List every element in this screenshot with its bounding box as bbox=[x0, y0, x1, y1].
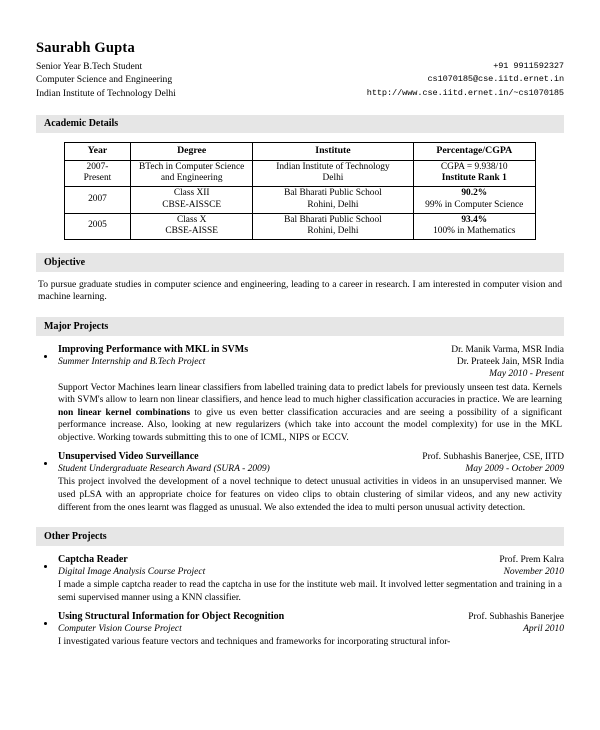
cell-line: 99% in Computer Science bbox=[425, 199, 524, 210]
cell-year bbox=[65, 160, 131, 187]
section-heading-other-projects: Other Projects bbox=[36, 527, 564, 546]
headline-title: Senior Year B.Tech Student bbox=[36, 60, 143, 72]
cell-line-highlight: 90.2% bbox=[461, 188, 488, 199]
homepage-url[interactable]: http://www.cse.iitd.ernet.in/~cs1070185 bbox=[366, 88, 564, 99]
department: Computer Science and Engineering bbox=[36, 74, 173, 86]
cell-line: Delhi bbox=[322, 173, 344, 184]
contact-row bbox=[36, 88, 564, 102]
academic-details-table bbox=[64, 142, 536, 240]
bullet-icon bbox=[44, 355, 47, 358]
objective-text: To pursue graduate studies in computer science and engineering, leading to a career in research. I am interested in computer vision and machine learning. bbox=[38, 278, 562, 303]
column-header-percentage: Percentage/CGPA bbox=[413, 143, 535, 160]
project-subtitle: Summer Internship and B.Tech Project bbox=[58, 356, 206, 367]
project-date: November 2010 bbox=[503, 567, 564, 578]
project-advisor: Dr. Manik Varma, MSR India bbox=[451, 344, 564, 355]
other-project-entry bbox=[36, 610, 564, 649]
cell-institute bbox=[253, 213, 413, 240]
project-advisor: Prof. Prem Kalra bbox=[499, 554, 564, 565]
cell-line-highlight: 93.4% bbox=[461, 214, 488, 225]
project-title: Using Structural Information for Object Recognition bbox=[58, 610, 285, 622]
candidate-name: Saurabh Gupta bbox=[36, 40, 135, 56]
cell-line: Rohini, Delhi bbox=[307, 199, 359, 210]
contact-row bbox=[36, 60, 564, 74]
major-project-entry bbox=[36, 450, 564, 515]
cell-line: 2007- bbox=[86, 161, 109, 172]
cell-degree bbox=[130, 160, 252, 187]
cell-line: Present bbox=[83, 173, 112, 184]
academic-table-wrapper bbox=[36, 140, 564, 240]
cell-line: Bal Bharati Public School bbox=[284, 188, 382, 199]
project-subtitle-row bbox=[58, 566, 564, 578]
cell-percentage bbox=[413, 213, 535, 240]
contact-row bbox=[36, 74, 564, 88]
cell-percentage bbox=[413, 187, 535, 214]
cell-institute bbox=[253, 187, 413, 214]
project-subtitle: Student Undergraduate Research Award (SURA - 2009) bbox=[58, 464, 270, 475]
email-address[interactable]: cs1070185@cse.iitd.ernet.in bbox=[427, 74, 564, 85]
other-project-entry bbox=[36, 553, 564, 605]
column-header-degree: Degree bbox=[130, 143, 252, 160]
cell-year: 2007 bbox=[65, 187, 131, 214]
cell-line: BTech in Computer Science bbox=[139, 161, 245, 172]
project-advisor: Prof. Subhashis Banerjee, CSE, IITD bbox=[422, 451, 564, 462]
cell-line: Bal Bharati Public School bbox=[284, 214, 382, 225]
cell-line: Indian Institute of Technology bbox=[276, 161, 390, 172]
cell-line-highlight: Institute Rank 1 bbox=[441, 173, 507, 184]
cell-year: 2005 bbox=[65, 213, 131, 240]
cell-line: 100% in Mathematics bbox=[433, 226, 516, 237]
project-subtitle: Digital Image Analysis Course Project bbox=[58, 567, 206, 578]
cell-institute bbox=[253, 160, 413, 187]
phone-number: +91 9911592327 bbox=[493, 60, 564, 71]
column-header-institute: Institute bbox=[253, 143, 413, 160]
project-title-row bbox=[58, 610, 564, 623]
project-advisor-row bbox=[58, 356, 564, 368]
project-title-row bbox=[58, 553, 564, 566]
cell-line: Class XII bbox=[173, 188, 210, 199]
project-title: Captcha Reader bbox=[58, 553, 128, 565]
table-header-row bbox=[65, 143, 536, 160]
project-description bbox=[58, 382, 564, 445]
project-subtitle: Computer Vision Course Project bbox=[58, 624, 182, 635]
project-date: May 2010 - Present bbox=[489, 369, 564, 380]
project-date: April 2010 bbox=[523, 624, 564, 635]
project-title: Unsupervised Video Surveillance bbox=[58, 450, 199, 462]
bullet-icon bbox=[44, 462, 47, 465]
contact-table bbox=[36, 60, 564, 102]
table-row bbox=[65, 187, 536, 214]
project-advisor-secondary: Dr. Prateek Jain, MSR India bbox=[456, 356, 564, 367]
section-heading-objective: Objective bbox=[36, 253, 564, 272]
description-part: to give us even better classification accuracies and are seeing a possibility of a significant performance increase. Also, looking at new regularizers (which take into account the model complexity) for use in the MKL objective. Working towards submitting this to one of ICML, NIPS or ECCV. bbox=[58, 407, 562, 444]
description-emphasis: non linear kernel combinations bbox=[58, 407, 191, 418]
resume-header bbox=[36, 40, 564, 102]
project-date-row bbox=[58, 368, 564, 380]
cell-line: and Engineering bbox=[160, 173, 223, 184]
section-heading-major-projects: Major Projects bbox=[36, 317, 564, 336]
cell-percentage bbox=[413, 160, 535, 187]
section-heading-academic-details: Academic Details bbox=[36, 115, 564, 134]
table-row bbox=[65, 213, 536, 240]
bullet-icon bbox=[44, 565, 47, 568]
cell-degree bbox=[130, 213, 252, 240]
institute: Indian Institute of Technology Delhi bbox=[36, 88, 176, 100]
column-header-year: Year bbox=[65, 143, 131, 160]
project-description: This project involved the development of a novel technique to detect unusual activities in videos in an unsupervised manner. We used pLSA with an appropriate choice for features on video clips to obtain clustering of similar videos, and any new activity different from the ones learnt was flagged as unusual. We also extended the idea to multi person unusual activity detection. bbox=[58, 477, 562, 513]
cell-line: Rohini, Delhi bbox=[307, 226, 359, 237]
table-row bbox=[65, 160, 536, 187]
cell-line: CGPA = 9.938/10 bbox=[440, 161, 508, 172]
cell-line: Class X bbox=[176, 214, 207, 225]
project-date: May 2009 - October 2009 bbox=[465, 464, 564, 475]
major-project-entry bbox=[36, 343, 564, 445]
project-title: Improving Performance with MKL in SVMs bbox=[58, 343, 249, 355]
project-description: I investigated various feature vectors and techniques and frameworks for incorporating structural infor- bbox=[58, 637, 451, 648]
cell-degree bbox=[130, 187, 252, 214]
description-part: Support Vector Machines learn linear classifiers from labelled training data to predict labels for previously unseen test data. Kernels with SVM's allow to learn non linear classifiers, and hence lead to much higher classification accuracies in practice. We are learning bbox=[58, 382, 562, 406]
project-title-row bbox=[58, 450, 564, 463]
project-advisor: Prof. Subhashis Banerjee bbox=[468, 611, 564, 622]
bullet-icon bbox=[44, 622, 47, 625]
cell-line: CBSE-AISSE bbox=[165, 226, 218, 237]
project-subtitle-row bbox=[58, 463, 564, 475]
project-description: I made a simple captcha reader to read the captcha in use for the institute web mail. It involved letter segmentation and training in a semi supervised manner using a KNN classifier. bbox=[58, 580, 562, 604]
project-subtitle-row bbox=[58, 623, 564, 635]
project-title-row bbox=[58, 343, 564, 356]
cell-line: CBSE-AISSCE bbox=[162, 199, 222, 210]
